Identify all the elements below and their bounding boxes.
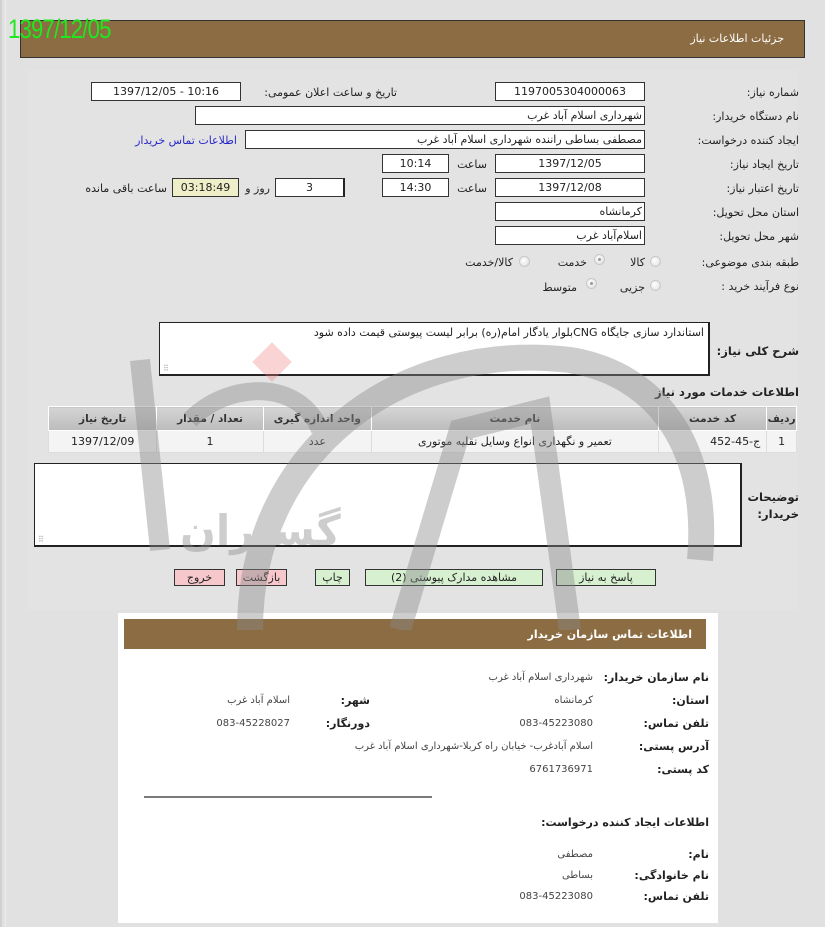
remaining-label: ساعت باقی مانده <box>85 182 167 195</box>
buyer-org-field[interactable]: شهرداری اسلام آباد غرب <box>195 106 645 125</box>
resize-grip-icon[interactable]: ⠿ <box>163 364 169 373</box>
category-label: طبقه بندی موضوعی: <box>701 256 799 269</box>
contact-header-bar <box>124 619 706 649</box>
process-label: نوع فرآیند خرید : <box>721 280 799 293</box>
contact-fax-label: دورنگار: <box>325 717 370 730</box>
contact-org-label: نام سازمان خریدار: <box>603 671 709 684</box>
buyer-org-label: نام دستگاه خریدار: <box>712 110 799 123</box>
announce-label: تاریخ و ساعت اعلان عمومی: <box>264 86 397 99</box>
process-option-medium: متوسط <box>542 281 577 294</box>
buyer-contact-panel <box>118 613 718 923</box>
creator-first-name-value: مصطفی <box>557 849 593 860</box>
created-date-label: تاریخ ایجاد نیاز: <box>729 158 799 171</box>
need-number-field[interactable]: 1197005304000063 <box>495 82 645 101</box>
category-option-goods: کالا <box>630 256 645 269</box>
days-remaining-field: 3 <box>275 178 345 197</box>
col-service-code: کد خدمت <box>658 407 766 431</box>
cell-service-name: تعمیر و نگهداری انواع وسایل نقلیه موتوری <box>372 431 659 453</box>
date-stamp: 1397/12/05 <box>8 14 111 44</box>
cell-unit: عدد <box>263 431 371 453</box>
announce-field[interactable]: 1397/12/05 - 10:16 <box>91 82 241 101</box>
buyer-notes-textarea[interactable] <box>34 463 742 547</box>
days-label: روز و <box>245 182 270 195</box>
cell-row-number: 1 <box>767 431 797 453</box>
created-time-field[interactable]: 10:14 <box>382 154 449 173</box>
col-service-name: نام خدمت <box>372 407 659 431</box>
respond-button[interactable]: پاسخ به نیاز <box>556 569 656 586</box>
creator-label: ایجاد کننده درخواست: <box>697 134 799 147</box>
cell-service-code: ج-45-452 <box>658 431 766 453</box>
need-number-label: شماره نیاز: <box>746 86 799 99</box>
description-textarea[interactable] <box>159 322 710 376</box>
contact-postal-value: 6761736971 <box>529 764 593 775</box>
contact-fax-value: 083-45228027 <box>216 718 290 729</box>
category-radio-goods-service[interactable] <box>519 256 530 267</box>
category-option-goods-service: کالا/خدمت <box>465 256 513 269</box>
contact-address-label: آدرس پستی: <box>638 740 709 753</box>
contact-city-value: اسلام آباد غرب <box>227 695 290 706</box>
creator-last-name-value: بساطی <box>561 870 593 881</box>
created-time-label: ساعت <box>457 158 487 171</box>
contact-postal-label: کد پستی: <box>657 763 709 776</box>
province-field[interactable]: کرمانشاه <box>495 202 645 221</box>
city-label: شهر محل تحویل: <box>719 230 799 243</box>
creator-field[interactable]: مصطفی بساطی راننده شهرداری اسلام آباد غرب <box>245 130 645 149</box>
print-button[interactable]: چاپ <box>315 569 350 586</box>
creator-phone-label: تلفن تماس: <box>643 890 709 903</box>
services-section-title: اطلاعات خدمات مورد نیاز <box>655 385 799 399</box>
services-table <box>48 406 797 453</box>
exit-button[interactable]: خروج <box>174 569 225 586</box>
validity-date-label: تاریخ اعتبار نیاز: <box>726 182 799 195</box>
description-text: استاندارد سازی جایگاه CNGبلوار یادگار امام(ره) برابر لیست پیوستی قیمت داده شود <box>313 326 704 339</box>
category-radio-goods[interactable] <box>650 256 661 267</box>
process-radio-medium[interactable] <box>586 278 597 289</box>
svg-text:گستران: گستران <box>180 506 341 555</box>
resize-grip-icon[interactable]: ⠿ <box>38 535 44 544</box>
time-remaining-field: 03:18:49 <box>172 178 239 197</box>
back-button[interactable]: بازگشت <box>236 569 287 586</box>
col-row-number: ردیف <box>767 407 797 431</box>
contact-org-value: شهرداری اسلام آباد غرب <box>488 672 593 683</box>
city-field[interactable]: اسلام‌آباد غرب <box>495 226 645 245</box>
contact-province-label: استان: <box>672 694 709 707</box>
validity-time-label: ساعت <box>457 182 487 195</box>
creator-last-name-label: نام خانوادگی: <box>634 869 709 882</box>
page-title: جزئيات اطلاعات نياز <box>690 32 784 45</box>
contact-title: اطلاعات تماس سازمان خریدار <box>527 628 692 641</box>
buyer-notes-label-1: توضیحات <box>747 490 799 504</box>
section-divider <box>144 796 432 798</box>
buyer-contact-link[interactable]: اطلاعات تماس خریدار <box>135 134 237 147</box>
col-quantity: تعداد / مقدار <box>157 407 263 431</box>
page-header <box>20 20 805 58</box>
contact-address-value: اسلام آبادغرب- خیابان راه کربلا-شهرداری اسلام آباد غرب <box>354 741 593 752</box>
contact-city-label: شهر: <box>340 694 370 707</box>
validity-date-field[interactable]: 1397/12/08 <box>495 178 645 197</box>
view-attachments-button[interactable]: مشاهده مدارک پیوستی (2) <box>365 569 543 586</box>
contact-province-value: کرمانشاه <box>554 695 593 706</box>
category-option-service: خدمت <box>557 256 587 269</box>
creator-info-title: اطلاعات ایجاد کننده درخواست: <box>541 816 709 829</box>
col-need-date: تاریخ نیاز <box>49 407 157 431</box>
window-edge <box>0 0 6 927</box>
validity-time-field[interactable]: 14:30 <box>382 178 449 197</box>
description-label: شرح کلی نیاز: <box>716 344 799 358</box>
col-unit: واحد اندازه گیری <box>263 407 371 431</box>
buyer-notes-label-2: خریدار: <box>757 507 799 521</box>
cell-quantity: 1 <box>157 431 263 453</box>
cell-need-date: 1397/12/09 <box>49 431 157 453</box>
process-option-minor: جزیی <box>619 281 645 294</box>
contact-phone-value: 083-45223080 <box>519 718 593 729</box>
province-label: استان محل تحویل: <box>712 206 799 219</box>
table-header-row <box>49 407 797 431</box>
contact-phone-label: تلفن تماس: <box>643 717 709 730</box>
creator-phone-value: 083-45223080 <box>519 891 593 902</box>
creator-first-name-label: نام: <box>688 848 709 861</box>
process-radio-minor[interactable] <box>650 280 661 291</box>
created-date-field[interactable]: 1397/12/05 <box>495 154 645 173</box>
category-radio-service[interactable] <box>594 254 605 265</box>
table-row <box>49 431 797 453</box>
